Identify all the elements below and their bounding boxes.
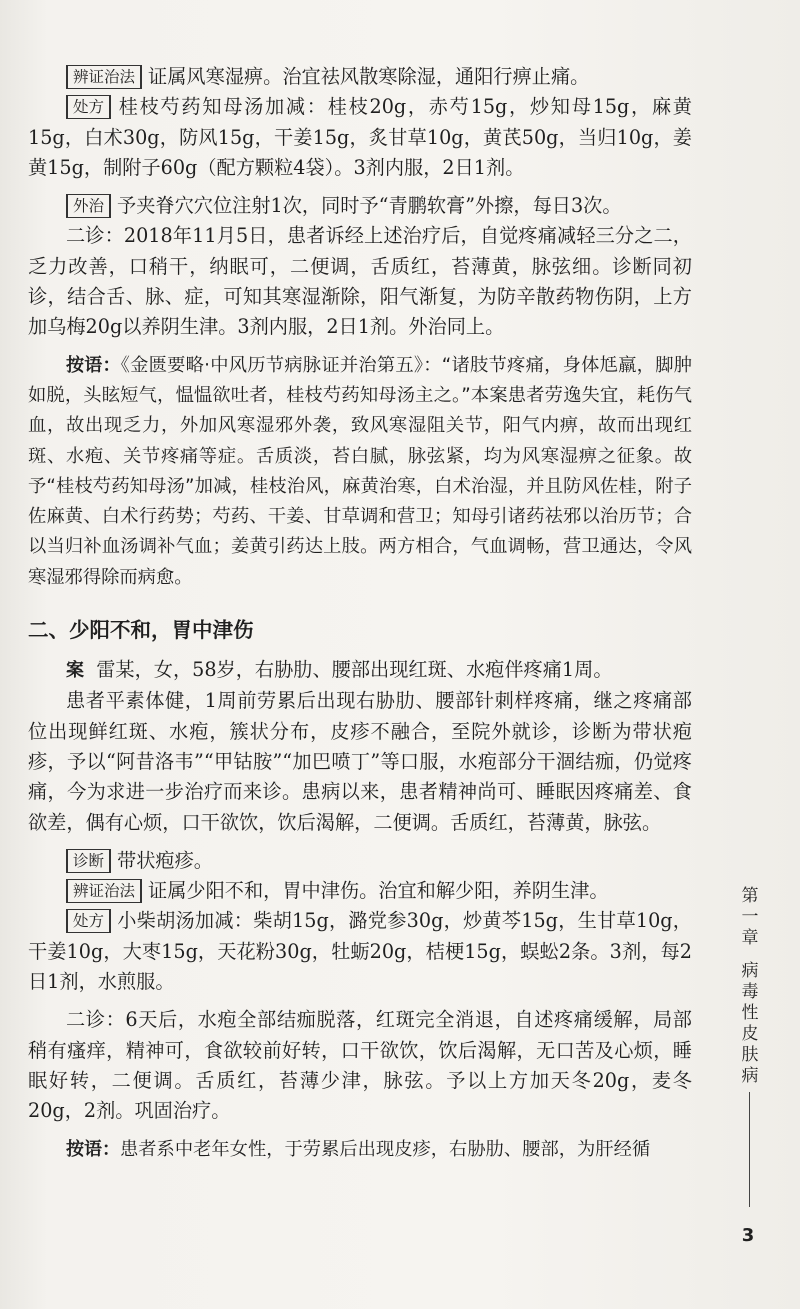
tag-label: 处方 [66, 909, 111, 933]
paragraph-commentary-2 [28, 1135, 692, 1165]
tag-label: 外治 [66, 194, 111, 218]
chapter-title-char: 皮 [741, 1024, 759, 1044]
paragraph-diagnosis-method-1 [28, 62, 692, 92]
paragraph-text: 患者平素体健，1周前劳累后出现右胁肋、腰部针刺样疼痛，继之疼痛部位出现鲜红斑、水疱，簇状分布，皮疹不融合，至院外就诊，诊断为带状疱疹，予以“阿昔洛韦”“甲钴胺”“加巴喷丁”等口服，水疱部分干涸结痂，仍觉疼痛，今为求进一步治疗而来诊。患病以来，患者精神尚可、睡眠因疼痛差、食欲差，偶有心烦，口干欲饮，饮后渴解，二便调。舌质红，苔薄黄，脉弦。 [28, 689, 692, 834]
chapter-title-char: 病 [741, 961, 759, 981]
paragraph-second-visit-1 [28, 221, 692, 342]
chapter-title-char: 性 [741, 1003, 759, 1023]
paragraph-text: 小柴胡汤加减：柴胡15g，潞党参30g，炒黄芩15g，生甘草10g，干姜10g，大枣15g，天花粉30g，牡蛎20g，桔梗15g，蜈蚣2条。3剂，每2日1剂，水煎服。 [28, 909, 692, 994]
chapter-char: 第 [741, 886, 759, 906]
paragraph-text: 二诊：2018年11月5日，患者诉经上述治疗后，自觉疼痛减轻三分之二，乏力改善，口稍干，纳眠可，二便调，舌质红，苔薄黄，脉弦细。诊断同初诊，结合舌、脉、症，可知其寒湿渐除，阳气渐复，为防辛散药物伤阴，上方加乌梅20g以养阴生津。3剂内服，2日1剂。外治同上。 [28, 224, 692, 339]
paragraph-second-visit-2 [28, 1005, 692, 1126]
chapter-title-char: 毒 [741, 982, 759, 1002]
tag-label: 诊断 [66, 849, 111, 873]
paragraph-case [28, 655, 692, 686]
paragraph-history [28, 686, 692, 837]
paragraph-text: 证属风寒湿痹。治宜祛风散寒除湿，通阳行痹止痛。 [148, 65, 590, 88]
paragraph-text: 桂枝芍药知母汤加减：桂枝20g，赤芍15g，炒知母15g，麻黄15g，白术30g，防风15g，干姜15g，炙甘草10g，黄芪50g，当归10g，姜黄15g，制附子60g（配方颗粒4袋）。3剂内服，2日1剂。 [28, 95, 692, 179]
paragraph-commentary-1 [28, 351, 692, 593]
chapter-char: 章 [741, 928, 759, 948]
commentary-label: 按语： [66, 1138, 120, 1160]
commentary-label: 按语： [66, 354, 121, 376]
page-body [28, 62, 692, 1165]
paragraph-text: 雷某，女，58岁，右胁肋、腰部出现红斑、水疱伴疼痛1周。 [96, 658, 613, 682]
paragraph-prescription-2 [28, 906, 692, 997]
chapter-side-tab [730, 886, 770, 1087]
paragraph-text: 患者系中老年女性，于劳累后出现皮疹，右胁肋、腰部，为肝经循 [120, 1138, 651, 1160]
paragraph-text: 二诊：6天后，水疱全部结痂脱落，红斑完全消退，自述疼痛缓解，局部稍有瘙痒，精神可，食欲较前好转，口干欲饮，饮后渴解，无口苦及心烦，睡眠好转，二便调。舌质红，苔薄少津，脉弦。予以上方加天冬20g，麦冬20g，2剂。巩固治疗。 [28, 1008, 692, 1123]
paragraph-prescription-1 [28, 92, 692, 183]
paragraph-text: 《金匮要略·中风历节病脉证并治第五》：“诸肢节疼痛，身体尪羸，脚肿如脱，头眩短气，愠愠欲吐者，桂枝芍药知母汤主之。”本案患者劳逸失宜，耗伤气血，故出现乏力，外加风寒湿邪外袭，致风寒湿阻关节，阳气内痹，故而出现红斑、水疱、关节疼痛等症。舌质淡，苔白腻，脉弦紧，均为风寒湿痹之征象。故予“桂枝芍药知母汤”加减，桂枝治风，麻黄治寒，白术治湿，并且防风佐桂，附子佐麻黄、白术行药势；芍药、干姜、甘草调和营卫；知母引诸药祛邪以治历节；合以当归补血汤调补气血；姜黄引药达上肢。两方相合，气血调畅，营卫通达，令风寒湿邪得除而病愈。 [28, 354, 692, 588]
tag-label: 辨证治法 [66, 65, 142, 89]
chapter-char: 一 [741, 907, 759, 927]
paragraph-text: 证属少阳不和，胃中津伤。治宜和解少阳，养阴生津。 [148, 879, 609, 903]
tag-label: 辨证治法 [66, 879, 142, 903]
paragraph-diagnosis [28, 846, 692, 876]
side-divider [749, 1092, 750, 1207]
chapter-title-char: 肤 [741, 1045, 759, 1065]
paragraph-text: 带状疱疹。 [117, 848, 213, 872]
paragraph-diagnosis-method-2 [28, 876, 692, 906]
tag-label: 处方 [66, 95, 111, 119]
page-number: 3 [741, 1225, 755, 1246]
paragraph-external-treatment [28, 191, 692, 221]
chapter-title-char: 病 [741, 1066, 759, 1086]
paragraph-text: 予夹脊穴穴位注射1次，同时予“青鹏软膏”外擦，每日3次。 [117, 194, 622, 218]
section-heading: 二、少阳不和，胃中津伤 [28, 618, 254, 643]
case-label: 案 [66, 660, 84, 682]
